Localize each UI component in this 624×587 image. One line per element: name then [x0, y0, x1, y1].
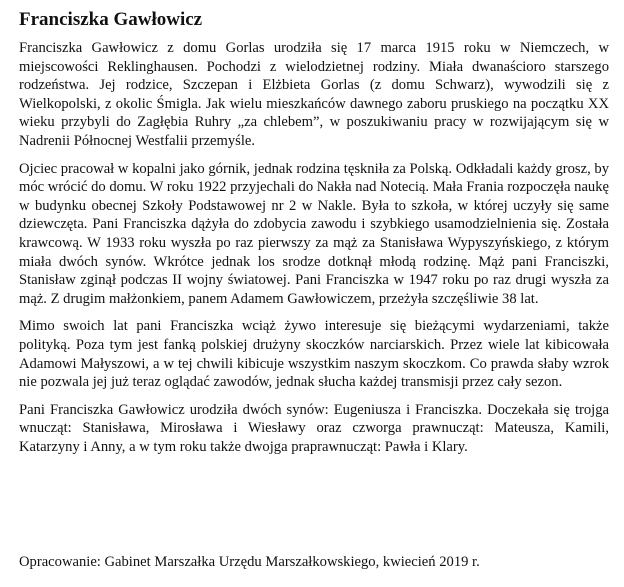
document-footer: Opracowanie: Gabinet Marszałka Urzędu Marszałkowskiego, kwiecień 2019 r.: [19, 554, 480, 570]
document-title: Franciszka Gawłowicz: [19, 9, 203, 30]
paragraph-biography-interests: Mimo swoich lat pani Franciszka wciąż żywo interesuje się bieżącymi wydarzeniami, także polityką. Poza tym jest fanką polskiej drużyny skoczków narciarskich. Przez wiele lat kibicowała Adamowi Małyszowi, a w tej chwili kibicuje wszystkim naszym skoczkom. Co prawda słaby wzrok nie pozwala jej już teraz oglądać zawodów, jednak słucha każdej transmisji przez cały sezon.: [19, 318, 609, 391]
document-body: [19, 8, 609, 465]
paragraph-biography-origin: Franciszka Gawłowicz z domu Gorlas urodziła się 17 marca 1915 roku w Niemczech, w miejscowości Reklinghausen. Pochodzi z wielodzietnej rodziny. Miała dwanaścioro starszego rodzeństwa. Jej rodzice, Szczepan i Elżbieta Gorlas (z domu Schwarz), wywodzili się z Wielkopolski, z okolic Śmigla. Jak wielu mieszkańców dawnego zaboru pruskiego na początku XX wieku przybyli do Zagłębia Ruhry „za chlebem”, w poszukiwaniu pracy w rozwijającym się w Nadrenii Północnej Westfalii przemyśle.: [19, 40, 609, 149]
paragraph-biography-descendants: Pani Franciszka Gawłowicz urodziła dwóch synów: Eugeniusza i Franciszka. Doczekała się trojga wnucząt: Stanisława, Mirosława i Wiesławy oraz czworga prawnucząt: Mateusza, Kamili, Katarzyny i Anny, a w tym roku także dwojga praprawnucząt: Pawła i Klary.: [19, 401, 609, 455]
paragraph-biography-family-life: Ojciec pracował w kopalni jako górnik, jednak rodzina tęskniła za Polską. Odkładali każdy grosz, by móc wrócić do domu. W roku 1922 przyjechali do Nakła nad Notecią. Mała Frania rozpoczęła naukę w budynku obecnej Szkoły Podstawowej nr 2 w Nakle. Była to szkoła, w której uczyły się same dziewczęta. Pani Franciszka dążyła do zdobycia zawodu i szybkiego usamodzielnienia się. Została krawcową. W 1933 roku wyszła po raz pierwszy za mąż za Stanisława Wypyszyńskiego, z którym miała dwóch synów. Wkrótce jednak los srodze dotknął młodą rodzinę. Mąż pani Franciszki, Stanisław zginął podczas II wojny światowej. Pani Franciszka w 1947 roku po raz drugi wyszła za mąż. Z drugim małżonkiem, panem Adamem Gawłowiczem, przeżyła szczęśliwie 38 lat.: [19, 160, 609, 307]
